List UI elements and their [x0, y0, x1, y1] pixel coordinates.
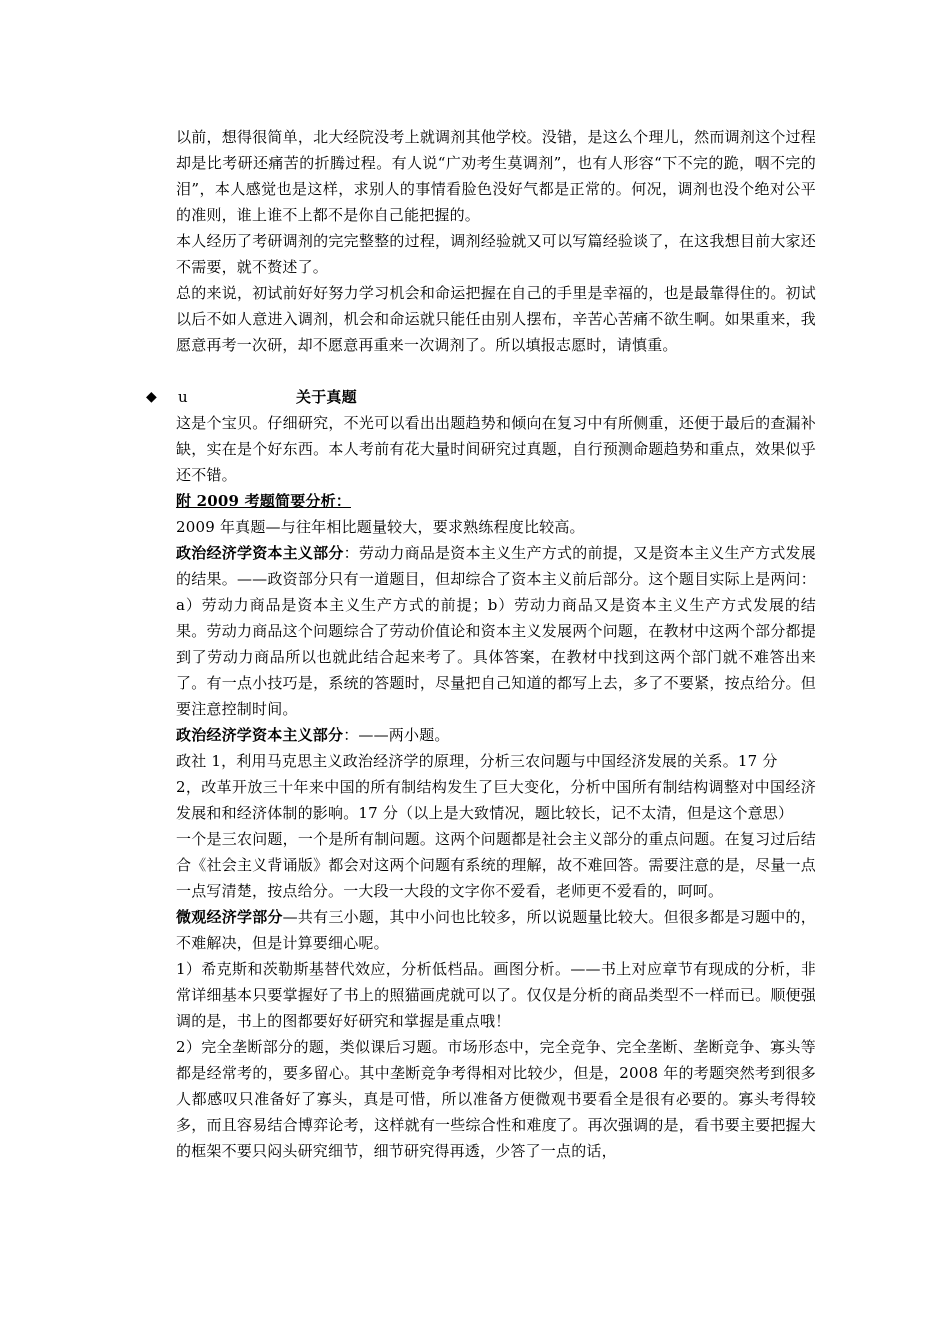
question-two: 2，改革开放三十年来中国的所有制结构发生了巨大变化，分析中国所有制结构调整对中国经济发展和和经济体制的影响。17 分（以上是大致情况，题比较长，记不太清，但是这个意思） — [176, 778, 816, 822]
paragraph-socialism-analysis: 一个是三农问题，一个是所有制问题。这两个问题都是社会主义部分的重点问题。在复习过后结合《社会主义背诵版》都会对这两个问题有系统的理解，故不难回答。需要注意的是，尽量一点一点写清楚，按点给分。一大段一大段的文字你不爱看，老师更不爱看的，呵呵。 — [176, 830, 816, 900]
paragraph-adjustment-experience: 以前，想得很简单，北大经院没考上就调剂其他学校。没错，是这么个理儿，然而调剂这个过程却是比考研还痛苦的折腾过程。有人说“广劝考生莫调剂”，也有人形容“下不完的跪，咽不完的泪”，本人感觉也是这样，求别人的事情看脸色没好气都是正常的。何况，调剂也没个绝对公平的准则，谁上谁不上都不是你自己能把握的。 — [176, 128, 816, 224]
section-heading — [146, 384, 816, 410]
paragraph-adjustment-process: 本人经历了考研调剂的完完整整的过程，调剂经验就又可以写篇经验谈了，在这我想目前大家还不需要，就不赘述了。 — [176, 232, 816, 276]
paragraph-part-micro — [176, 904, 816, 956]
paragraph-conclusion: 总的来说，初试前好好努力学习机会和命运把握在自己的手里是幸福的，也是最靠得住的。初试以后不如人意进入调剂，机会和命运就只能任由别人摆布，辛苦心苦痛不欲生啊。如果重来，我愿意再考一次研，却不愿意再重来一次调剂了。所以填报志愿时，请慎重。 — [176, 284, 816, 354]
appendix-title: 附 2009 考题简要分析： — [176, 492, 351, 510]
section-title: 关于真题 — [296, 388, 357, 406]
paragraph-part-socialism — [176, 722, 816, 748]
paragraph-2009-overview: 2009 年真题—与往年相比题量较大，要求熟练程度比较高。 — [176, 518, 585, 536]
diamond-bullet-icon: ◆ — [146, 389, 157, 405]
appendix-heading — [176, 488, 816, 514]
part-text: ：劳动力商品是资本主义生产方式的前提，又是资本主义生产方式发展的结果。——政资部分只有一道题目，但却综合了资本主义前后部分。这个题目实际上是两问：a）劳动力商品是资本主义生产方式的前提；b）劳动力商品又是资本主义生产方式发展的结果。劳动力商品这个问题综合了劳动价值论和资本主义发展两个问题，在教材中这两个部分都提到了劳动力商品所以也就此结合起来考了。具体答案，在教材中找到这两个部门就不难答出来了。有一点小技巧是，系统的答题时，尽量把自己知道的都写上去，多了不要紧，按点给分。但要注意控制时间。 — [176, 544, 816, 718]
part-label: 政治经济学资本主义部分 — [176, 726, 344, 744]
paragraph-exam-intro: 这是个宝贝。仔细研究，不光可以看出出题趋势和倾向在复习中有所侧重，还便于最后的查漏补缺，实在是个好东西。本人考前有花大量时间研究过真题，自行预测命题趋势和重点，效果似乎还不错。 — [176, 414, 816, 484]
part-label: 政治经济学资本主义部分 — [176, 544, 344, 562]
section-marker: u — [178, 388, 188, 406]
question-one: 政社 1，利用马克思主义政治经济学的原理，分析三农问题与中国经济发展的关系。17 分 — [176, 752, 778, 770]
part-text: —共有三小题，其中小问也比较多，所以说题量比较大。但很多都是习题中的，不难解决，但是计算要细心呢。 — [176, 908, 816, 952]
document-body — [146, 124, 816, 1164]
part-text: ：——两小题。 — [343, 726, 450, 744]
micro-item-one: 1）希克斯和茨勒斯基替代效应，分析低档品。画图分析。——书上对应章节有现成的分析，非常详细基本只要掌握好了书上的照猫画虎就可以了。仅仅是分析的商品类型不一样而已。顺便强调的是，书上的图都要好好研究和掌握是重点哦！ — [176, 960, 816, 1030]
part-label: 微观经济学部分 — [176, 908, 283, 926]
blank-line — [176, 358, 816, 384]
micro-item-two: 2）完全垄断部分的题，类似课后习题。市场形态中，完全竞争、完全垄断、垄断竞争、寡头等都是经常考的，要多留心。其中垄断竞争考得相对比较少，但是，2008 年的考题突然考到很多人都感叹只准备好了寡头，真是可惜，所以准备方便微观书要看全是很有必要的。寡头考得较多，而且容易结合博弈论考，这样就有一些综合性和难度了。再次强调的是，看书要主要把握大的框架不要只闷头研究细节，细节研究得再透，少答了一点的话， — [176, 1038, 816, 1160]
paragraph-part-capitalism — [176, 540, 816, 722]
